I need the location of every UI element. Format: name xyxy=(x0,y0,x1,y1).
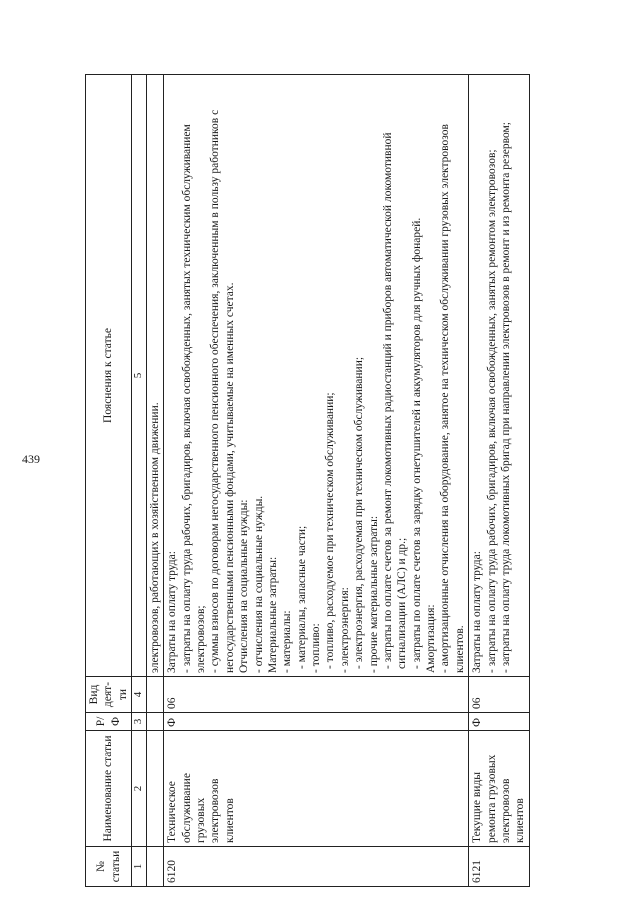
explanation-line: - суммы взносов по договорам негосударственного пенсионного обеспечения, заключенным в пользу работников с негосударственными пенсионными фондами, учитываемые на именных счетах. xyxy=(209,109,236,673)
header-explanations: Пояснения к статье xyxy=(86,75,132,677)
explanation-line: - электроэнергия, расходуемая при техническом обслуживании; xyxy=(353,356,366,669)
header-row xyxy=(86,75,132,887)
explanation-line: - затраты по оплате счетов за зарядку огнетушителей и аккумуляторов для ручных фонарей. xyxy=(410,217,423,669)
explanation-line: - отчисления на социальные нужды. xyxy=(252,495,265,673)
explanation-line: - затраты на оплату труда локомотивных бригад при направлении электровозов в ремонт и из ремонта резервом; xyxy=(499,121,512,673)
explanation-line: Материальные затраты: xyxy=(266,556,279,673)
item-activity: 06 xyxy=(469,677,530,713)
continuation-text: электровозов, работающих в хозяйственном движении. xyxy=(146,75,163,677)
explanation-line: Амортизация: xyxy=(425,604,437,673)
explanation-line: Отчисления на социальные нужды: xyxy=(238,499,251,673)
item-rf: Ф xyxy=(164,713,469,731)
explanation-line: - прочие материальные затраты: xyxy=(367,515,380,673)
explanation-line: - амортизационные отчисления на оборудование, занятое на техническом обслуживании грузовых электровозов клиентов. xyxy=(439,124,466,673)
item-number: 6121 xyxy=(469,847,530,887)
explanation-line: - электроэнергия: xyxy=(338,587,351,673)
cost-items-table xyxy=(85,74,530,887)
item-name: Текущие виды ремонта грузовых электровозов клиентов xyxy=(469,731,530,847)
explanation-line: Затраты на оплату труда: xyxy=(471,551,484,673)
explanation-line: - материалы, запасные части; xyxy=(295,525,308,669)
page-number: 439 xyxy=(22,452,40,466)
header-item-name: Наименование статьи xyxy=(86,731,132,847)
explanation-line: - затраты по оплате счетов за ремонт локомотивных радиостанций и приборов автоматической локомотивной сигнализации (АЛС) и др.; xyxy=(381,132,409,669)
explanation-line: - топливо: xyxy=(310,623,322,673)
item-name: Техническое обслуживание грузовых электровозов клиентов xyxy=(164,731,469,847)
item-rf: Ф xyxy=(469,713,530,731)
column-number: 5 xyxy=(132,75,147,677)
column-number: 4 xyxy=(132,677,147,713)
table-row xyxy=(469,75,530,887)
header-item-number: № статьи xyxy=(86,847,132,887)
item-activity: 06 xyxy=(164,677,469,713)
column-number: 2 xyxy=(132,731,147,847)
explanation-line: - затраты на оплату труда рабочих, бригадиров, включая освобожденных, занятых ремонтом электровозов; xyxy=(485,149,498,673)
explanation-line: - материалы: xyxy=(281,610,294,673)
header-activity: Вид деят-ти xyxy=(86,677,132,713)
explanation-line: Затраты на оплату труда: xyxy=(166,551,179,673)
continuation-row xyxy=(146,75,163,887)
item-explanation xyxy=(469,75,530,677)
column-number: 3 xyxy=(132,713,147,731)
item-explanation xyxy=(164,75,469,677)
column-number: 1 xyxy=(132,847,147,887)
column-numbers-row xyxy=(132,75,147,887)
item-number: 6120 xyxy=(164,847,469,887)
explanation-line: - топливо, расходуемое при техническом обслуживании; xyxy=(324,392,337,669)
explanation-line: - затраты на оплату труда рабочих, бригадиров, включая освобожденных, занятых техническим обслуживанием электровозов; xyxy=(180,124,207,673)
table-row xyxy=(164,75,469,887)
rotated-table-container xyxy=(85,75,560,887)
header-rf: Р/Ф xyxy=(86,713,132,731)
